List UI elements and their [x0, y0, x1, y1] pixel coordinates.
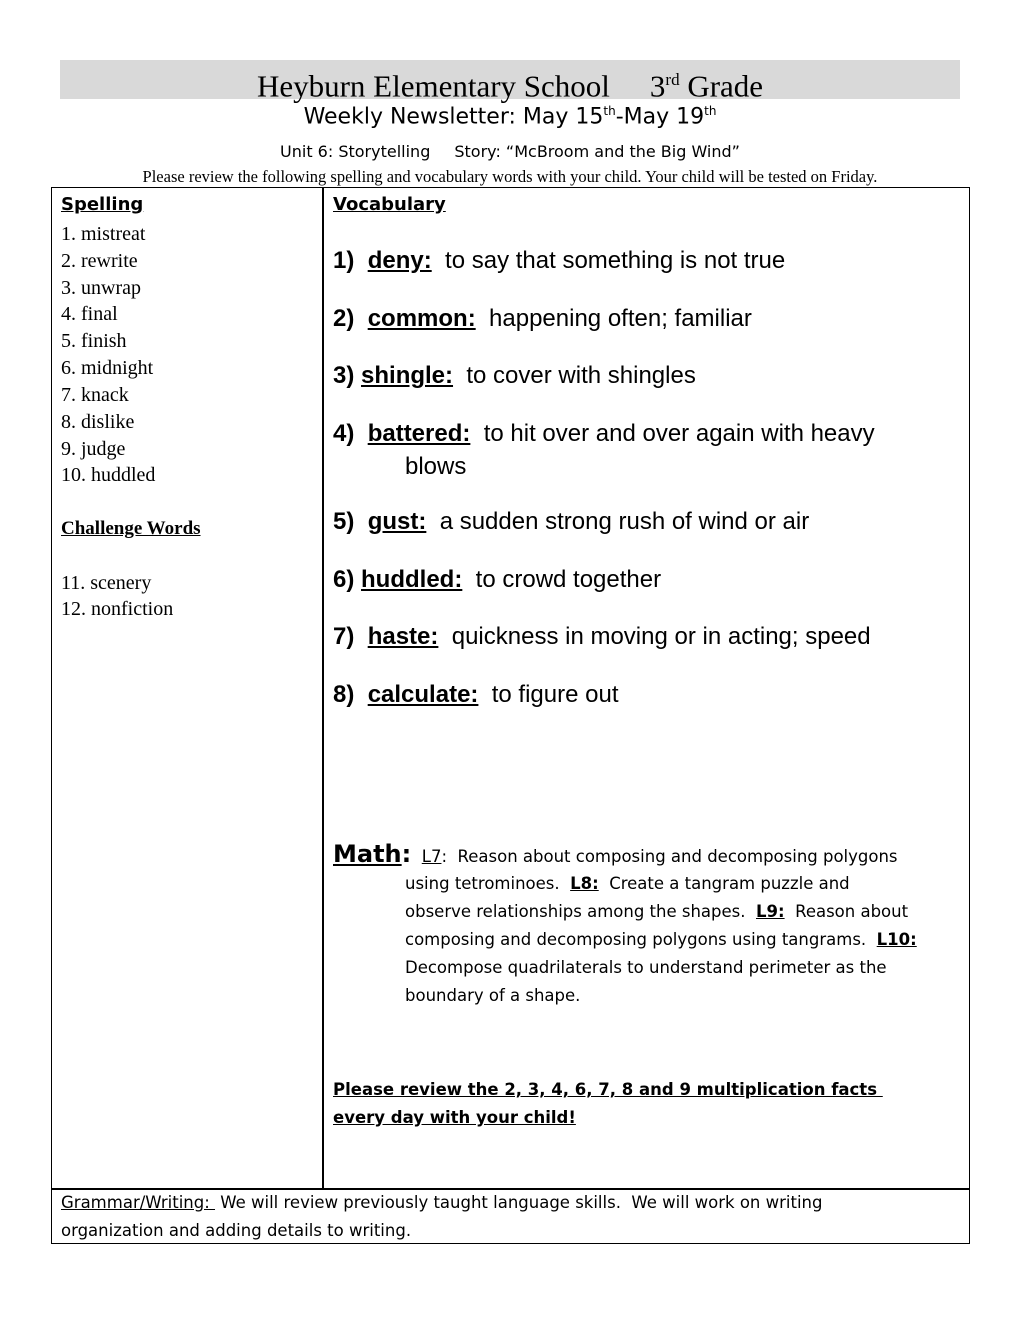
vocab-word: shingle:: [361, 362, 454, 389]
challenge-word: 11. scenery: [61, 572, 152, 594]
grammar-line-1: [61, 1193, 823, 1212]
vocab-number: 8): [333, 681, 355, 708]
vocab-item: [333, 681, 619, 709]
school-name: Heyburn Elementary School: [256, 68, 610, 104]
math-text: using tetrominoes.: [405, 874, 560, 893]
math-text: observe relationships among the shapes.: [405, 902, 746, 921]
vocab-item: [333, 420, 875, 448]
grade-number: 3: [649, 68, 666, 104]
vocab-number: 6): [333, 566, 355, 593]
unit-name: Unit 6: Storytelling: [280, 142, 431, 161]
math-colon: :: [401, 840, 412, 868]
math-line-5: Decompose quadrilaterals to understand perimeter as the: [405, 958, 887, 977]
vocabulary-heading: Vocabulary: [333, 194, 446, 215]
lesson-l9: L9:: [756, 902, 785, 921]
spelling-heading: Spelling: [61, 194, 144, 215]
spelling-word: 2. rewrite: [61, 250, 138, 272]
row-divider: [51, 1188, 970, 1190]
spelling-word: 5. finish: [61, 330, 127, 352]
lesson-l8: L8:: [570, 874, 599, 893]
challenge-word: 12. nonfiction: [61, 598, 174, 620]
story-name: Story: “McBroom and the Big Wind”: [454, 142, 740, 161]
multiplication-reminder: Please review the 2, 3, 4, 6, 7, 8 and 9 multiplication facts: [333, 1080, 883, 1099]
vocab-number: 5): [333, 508, 355, 535]
vocab-definition: to hit over and over again with heavy: [483, 420, 875, 447]
lesson-l10: L10:: [876, 930, 917, 949]
math-text: composing and decomposing polygons using tangrams.: [405, 930, 867, 949]
vocab-word: common:: [367, 305, 476, 332]
lesson-l7-text: Reason about composing and decomposing polygons: [457, 847, 898, 866]
math-line-2: [405, 874, 850, 893]
spelling-word: 3. unwrap: [61, 277, 141, 299]
vocab-word: calculate:: [367, 681, 479, 708]
math-line-3: [405, 902, 908, 921]
vocab-number: 4): [333, 420, 355, 447]
spelling-word: 8. dislike: [61, 411, 135, 433]
vocab-item: [333, 623, 871, 651]
multiplication-reminder-2: every day with your child!: [333, 1108, 576, 1127]
vocab-number: 2): [333, 305, 355, 332]
lesson-l7: L7: [421, 847, 442, 866]
vocab-word: battered:: [367, 420, 471, 447]
vocab-item: [333, 566, 661, 594]
vocab-number: 3): [333, 362, 355, 389]
spelling-word: 7. knack: [61, 384, 129, 406]
spelling-word: 6. midnight: [61, 357, 154, 379]
spelling-word: 4. final: [61, 303, 118, 325]
dates-end: -May 19: [615, 104, 705, 130]
page-title: [0, 60, 1020, 106]
unit-line: [0, 142, 1020, 161]
spelling-word: 10. huddled: [61, 464, 156, 486]
vocab-word: haste:: [367, 623, 439, 650]
vocab-item: [333, 508, 809, 536]
challenge-heading: Challenge Words: [61, 518, 201, 539]
grade-word: Grade: [687, 68, 764, 104]
vocab-item: [333, 362, 696, 390]
vocab-item: [333, 247, 785, 275]
vocab-word: gust:: [367, 508, 427, 535]
spelling-word: 1. mistreat: [61, 223, 146, 245]
math-text: Reason about: [795, 902, 909, 921]
vocab-definition-continued: blows: [405, 453, 467, 480]
dates-sup1: th: [603, 104, 616, 118]
math-line-1: Math: L7: Reason about composing and decomposing polygons: [333, 840, 898, 868]
vocab-word: deny:: [367, 247, 432, 274]
math-heading: Math: [333, 840, 402, 868]
column-divider: [322, 187, 324, 1189]
vocab-definition: to cover with shingles: [466, 362, 696, 389]
vocab-definition: a sudden strong rush of wind or air: [439, 508, 810, 535]
dates-start: Weekly Newsletter: May 15: [303, 104, 604, 130]
vocab-definition: quickness in moving or in acting; speed: [451, 623, 871, 650]
vocab-word: huddled:: [361, 566, 463, 593]
math-line-6: boundary of a shape.: [405, 986, 581, 1005]
math-text: Create a tangram puzzle and: [609, 874, 850, 893]
vocab-definition: to crowd together: [475, 566, 662, 593]
grade-suffix: rd: [665, 70, 680, 89]
vocab-definition: to say that something is not true: [445, 247, 786, 274]
dates-sup2: th: [704, 104, 717, 118]
math-line-4: [405, 930, 917, 949]
vocab-number: 1): [333, 247, 355, 274]
vocab-number: 7): [333, 623, 355, 650]
vocab-item: [333, 305, 752, 333]
newsletter-dates: [0, 104, 1020, 129]
grammar-text: We will review previously taught language skills. We will work on writing: [215, 1193, 823, 1212]
grammar-line-2: organization and adding details to writing.: [61, 1221, 412, 1240]
grammar-label: Grammar/Writing:: [61, 1193, 216, 1212]
instructions: Please review the following spelling and vocabulary words with your child. Your child will be tested on Friday.: [142, 167, 878, 186]
vocab-definition: happening often; familiar: [489, 305, 752, 332]
vocab-definition: to figure out: [491, 681, 619, 708]
spelling-word: 9. judge: [61, 438, 126, 460]
